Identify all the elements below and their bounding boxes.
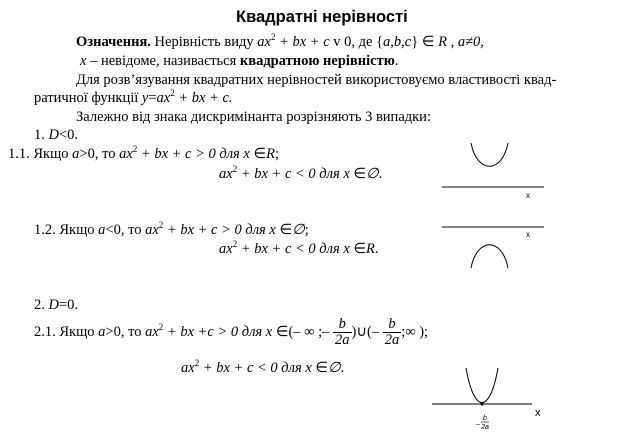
math-ineq: + bx +c > 0 для <box>163 324 266 340</box>
definition-line-1 <box>76 34 484 50</box>
math-rest: + bx + c <box>275 34 330 50</box>
vertex-den: 2a <box>481 424 489 431</box>
parabola-curve <box>471 245 508 268</box>
math-R: R <box>438 34 447 50</box>
end: ; <box>304 222 309 238</box>
exp: 2 <box>232 164 238 174</box>
math-set: ∅ <box>328 360 341 376</box>
exp: 2 <box>170 88 175 98</box>
math-ax: ax <box>219 241 233 257</box>
exp: 2 <box>194 358 200 368</box>
num: 1.2. Якщо <box>34 222 99 238</box>
math-ineq: + bx + c < 0 для <box>237 166 344 182</box>
in: ∈ <box>349 241 367 257</box>
math-D: D <box>48 127 59 143</box>
cond: <0, то <box>105 222 146 238</box>
math-x: x <box>265 324 273 340</box>
graph-parabola-down-below-axis <box>440 222 550 282</box>
math-y: y <box>141 90 149 106</box>
definition-label: Означення. <box>76 34 151 50</box>
cond: <0. <box>58 127 79 143</box>
math-a: a <box>98 222 106 238</box>
frac-num: b <box>333 317 352 333</box>
intro-line-3: Залежно від знака дискримінанта розрізняють 3 випадки: <box>76 109 431 125</box>
case-1-2-line-1 <box>34 222 309 238</box>
math-a: a <box>72 146 80 162</box>
case-1-2-line-2 <box>219 241 379 257</box>
text: v 0, де { <box>329 34 384 50</box>
math-set: R <box>266 146 275 162</box>
math-ax: ax <box>119 146 133 162</box>
cond: >0, то <box>79 146 120 162</box>
case2-header <box>34 297 78 313</box>
math-ax: ax <box>257 34 271 50</box>
x-axis-label: x <box>535 407 541 419</box>
parabola-curve <box>471 143 508 166</box>
in: ∈ <box>311 360 329 376</box>
text: ратичної функції <box>34 90 142 106</box>
end: . <box>340 360 345 376</box>
math-ineq: + bx + c > 0 для <box>137 146 244 162</box>
text: Нерівність виду <box>150 34 258 50</box>
math-ineq: + bx + c < 0 для <box>237 241 344 257</box>
end: . <box>374 241 379 257</box>
page-title: Квадратні нерівності <box>236 8 408 26</box>
math-ax: ax <box>145 324 159 340</box>
frac-den: 2a <box>384 332 400 349</box>
math-ax: ax <box>156 90 171 106</box>
math-ineq: + bx + c < 0 для <box>199 360 306 376</box>
text: – невідоме, називається <box>86 53 240 69</box>
num: 1.1. Якщо <box>8 146 73 162</box>
math-D: D <box>48 297 59 313</box>
parabola-curve <box>466 368 498 403</box>
cond: >0, то <box>105 324 146 340</box>
math-ax: ax <box>145 222 159 238</box>
num: 1. <box>34 127 49 143</box>
text: . <box>394 53 399 69</box>
case-1-1-line-2 <box>219 166 382 182</box>
intro-line-1: Для розв’язування квадратних нерівностей використовуємо властивості квад- <box>76 72 557 88</box>
fraction-b-over-2a <box>333 317 352 348</box>
math-set: ∅ <box>366 166 379 182</box>
interval-mid: )∪(– <box>351 324 383 340</box>
frac-den: 2a <box>335 332 350 349</box>
math-ineq: + bx + c > 0 для <box>163 222 270 238</box>
num: 2.1. Якщо <box>34 324 99 340</box>
math-ax: ax <box>219 166 233 182</box>
graph-parabola-touching-axis <box>432 364 552 444</box>
exp: 2 <box>132 144 138 154</box>
fraction-b-over-2a <box>383 317 402 348</box>
math-set: R <box>366 241 375 257</box>
math-x: x <box>305 360 312 376</box>
vertex-num: b <box>483 415 487 422</box>
exp: 2 <box>232 239 238 249</box>
vertex-sign: – <box>476 421 480 428</box>
math-set: a,b,c <box>383 34 412 50</box>
exp: 2 <box>270 32 276 42</box>
exp: 2 <box>158 220 164 230</box>
math-rest: + bx + c. <box>174 90 233 106</box>
interval-open: ∈(– ∞ ;– <box>272 324 334 340</box>
case-2-1-line-1 <box>34 315 428 349</box>
intro-line-2 <box>34 90 233 106</box>
in: ∈ <box>275 222 293 238</box>
end: ; <box>274 146 279 162</box>
definition-line-2 <box>80 53 398 69</box>
num: 2. <box>34 297 49 313</box>
case1-header <box>34 127 78 143</box>
graph-parabola-up-above-axis <box>440 140 550 200</box>
frac-num: b <box>383 317 402 333</box>
math-x: x <box>243 146 250 162</box>
text: = <box>148 90 157 106</box>
math-x: x <box>343 166 350 182</box>
x-axis-label: x <box>526 191 530 200</box>
interval-close: ;∞ ); <box>401 324 429 340</box>
term: квадратною нерівністю <box>239 53 395 69</box>
math-x: x <box>343 241 350 257</box>
cond: =0. <box>58 297 79 313</box>
end: . <box>378 166 383 182</box>
math-a: a <box>98 324 106 340</box>
case-2-1-line-2 <box>181 360 344 376</box>
vertex-point <box>480 402 483 405</box>
case-1-1-line-1 <box>8 146 279 162</box>
math-x: x <box>80 53 87 69</box>
math-ax: ax <box>181 360 195 376</box>
math-cond: , a≠0, <box>446 34 484 50</box>
math-set: ∅ <box>292 222 305 238</box>
x-axis-label: x <box>526 230 530 239</box>
text: } ∈ <box>411 34 439 50</box>
math-x: x <box>269 222 276 238</box>
in: ∈ <box>349 166 367 182</box>
exp: 2 <box>158 322 164 332</box>
in: ∈ <box>249 146 267 162</box>
